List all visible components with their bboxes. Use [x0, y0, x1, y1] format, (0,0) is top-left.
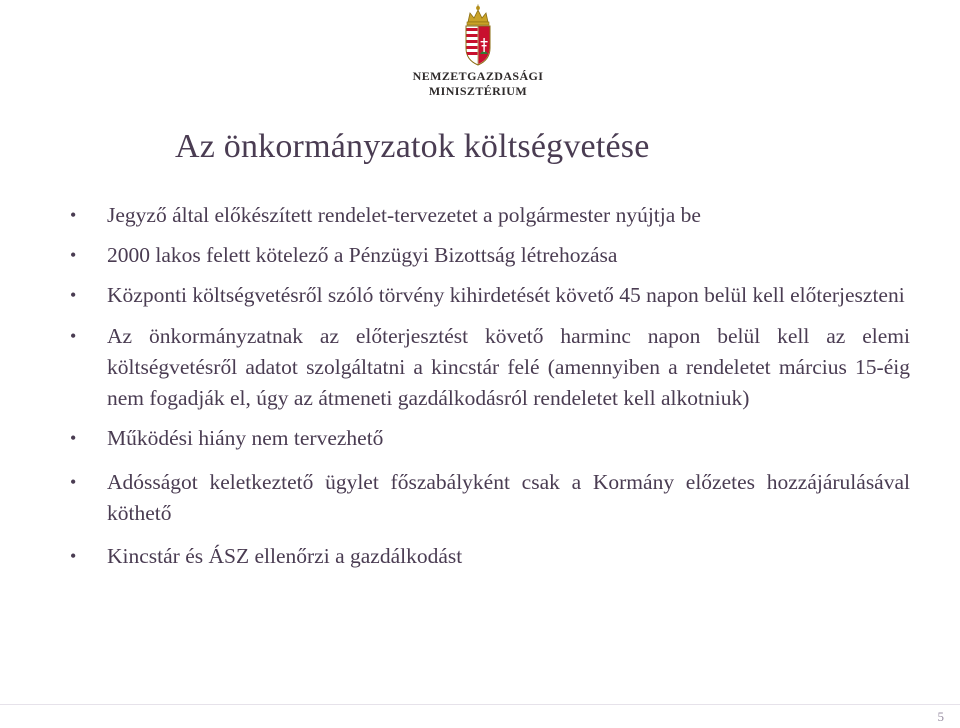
bullet-text: Kincstár és ÁSZ ellenőrzi a gazdálkodást — [107, 544, 463, 568]
bullet-icon: • — [70, 428, 77, 448]
bullet-icon: • — [70, 285, 77, 305]
bullet-icon: • — [70, 472, 77, 492]
bullet-icon: • — [70, 205, 77, 225]
bullet-list — [60, 200, 910, 572]
bullet-item — [60, 280, 910, 311]
bullet-text: 2000 lakos felett kötelező a Pénzügyi Bizottság létrehozása — [107, 243, 618, 267]
coat-of-arms-icon — [458, 4, 498, 68]
ministry-name-line-1: NEMZETGAZDASÁGI — [412, 69, 544, 83]
bullet-text: Az önkormányzatnak az előterjesztést követő harminc napon belül kell az elemi költségvetésről adatot szolgáltatni a kincstár felé (amennyiben a rendeletet március 15-éig nem fogadják el, úgy az átmeneti gazdálkodásról rendeletet kell alkotniuk) — [107, 324, 910, 410]
bullet-item — [60, 423, 910, 454]
bullet-text: Működési hiány nem tervezhető — [107, 426, 384, 450]
bullet-item — [60, 467, 910, 529]
bullet-text: Központi költségvetésről szóló törvény kihirdetését követő 45 napon belül kell előterjeszteni — [107, 283, 905, 307]
ministry-logo — [408, 4, 548, 100]
bullet-icon: • — [70, 245, 77, 265]
bullet-text: Jegyző által előkészített rendelet-tervezetet a polgármester nyújtja be — [107, 203, 701, 227]
bullet-icon: • — [70, 546, 77, 566]
bullet-item — [60, 200, 910, 231]
ministry-name-line-2: MINISZTÉRIUM — [428, 84, 528, 98]
footer-divider — [0, 704, 960, 705]
page-number: 5 — [937, 709, 944, 724]
bullet-item — [60, 541, 910, 572]
slide-title: Az önkormányzatok költségvetése — [175, 128, 650, 165]
bullet-text: Adósságot keletkeztető ügylet főszabályként csak a Kormány előzetes hozzájárulásával köthető — [107, 470, 910, 525]
bullet-item — [60, 240, 910, 271]
bullet-icon: • — [70, 326, 77, 346]
bullet-item — [60, 321, 910, 414]
